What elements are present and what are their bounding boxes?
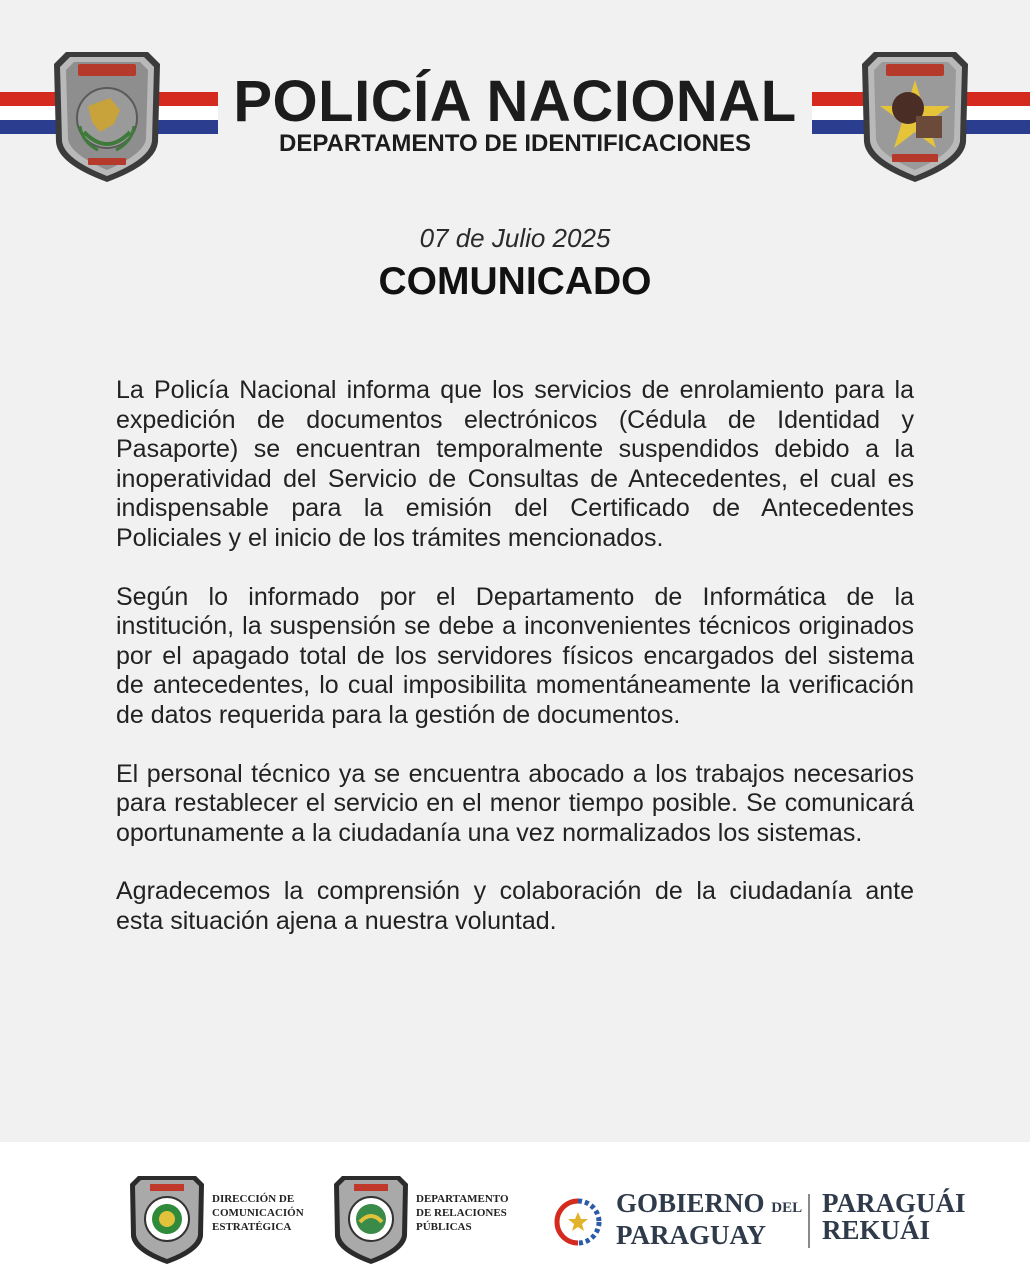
footer bbox=[0, 1142, 1030, 1280]
paragraph-3: El personal técnico ya se encuentra abocado a los trabajos necesarios para restablecer el servicio en el menor tiempo posible. Se comunicará oportunamente a la ciudadanía una vez normalizados los sistemas. bbox=[116, 759, 914, 847]
police-badge-logo bbox=[48, 46, 166, 186]
header-title: POLICÍA NACIONAL bbox=[233, 69, 797, 134]
header-subtitle: DEPARTAMENTO DE IDENTIFICACIONES bbox=[278, 130, 752, 157]
direccion-comunicacion-badge-icon bbox=[126, 1172, 208, 1266]
notice-title: COMUNICADO bbox=[378, 260, 652, 303]
relaciones-publicas-badge-icon bbox=[330, 1172, 412, 1266]
paragraph-4: Agradecemos la comprensión y colaboración de la ciudadanía ante esta situación ajena a nuestra voluntad. bbox=[116, 877, 914, 935]
gobierno-paraguay-logo: GOBIERNO DEL PARAGUAY bbox=[616, 1188, 803, 1250]
notice-date: 07 de Julio 2025 bbox=[419, 223, 611, 253]
paragraph-1: La Policía Nacional informa que los servicios de enrolamiento para la expedición de documentos electrónicos (Cédula de Identidad y Pasaporte) se encuentran temporalmente suspendidos debido a la inoperatividad del Servicio de Consultas de Antecedentes, el cual es indispensable para la emisión del Certificado de Antecedentes Policiales y el inicio de los trámites mencionados. bbox=[116, 376, 914, 552]
identification-badge-logo bbox=[856, 46, 974, 186]
paraguai-rekuai-logo: PARAGUÁI REKUÁI bbox=[822, 1188, 966, 1245]
gobierno-star-emblem-icon bbox=[547, 1192, 609, 1250]
footer-divider bbox=[808, 1194, 810, 1248]
relaciones-publicas-label: DEPARTAMENTO DE RELACIONES PÚBLICAS bbox=[416, 1193, 509, 1233]
direccion-comunicacion-label: DIRECCIÓN DE COMUNICACIÓN ESTRATÉGICA bbox=[212, 1193, 304, 1233]
paragraph-2: Según lo informado por el Departamento de Informática de la institución, la suspensión se debe a inconvenientes técnicos originados por el apagado total de los servidores físicos encargados del sistema de antecedentes, lo cual imposibilita momentáneamente la verificación de datos requerida para la gestión de documentos. bbox=[116, 582, 914, 729]
notice-body bbox=[116, 376, 914, 966]
